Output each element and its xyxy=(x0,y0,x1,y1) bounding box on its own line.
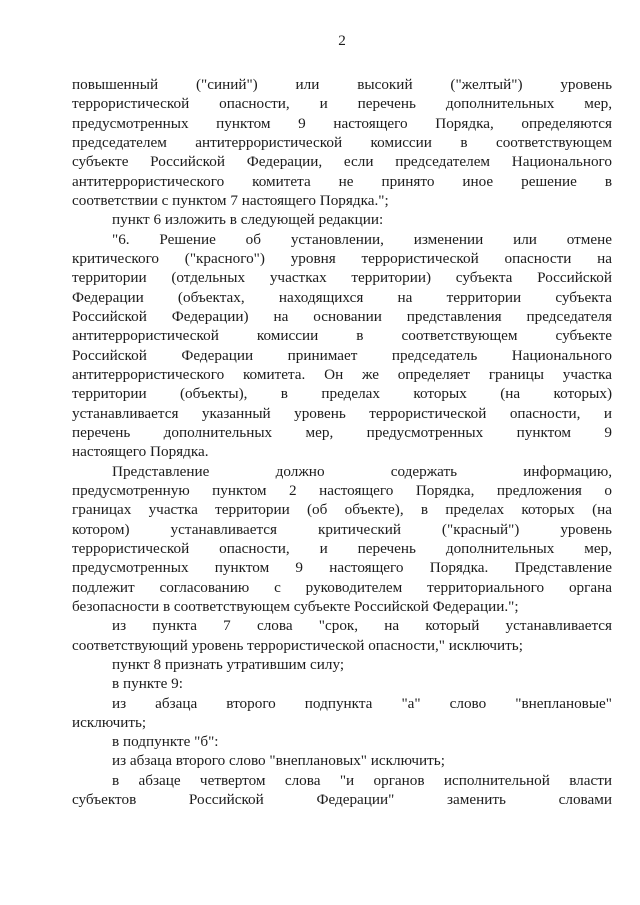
text-line: пункт 6 изложить в следующей редакции: xyxy=(112,211,384,229)
text-line: устанавливается указанный уровень террористической опасности, и xyxy=(72,404,612,422)
text-line: из пункта 7 слова "срок, на который устанавливается xyxy=(112,617,612,635)
text-line: предусмотренную пунктом 2 настоящего Порядка, предложения о xyxy=(72,481,612,499)
text-line: в подпункте "б": xyxy=(112,733,219,751)
text-line: Представление должно содержать информацию, xyxy=(112,462,612,480)
document-text xyxy=(72,75,612,809)
text-line: подлежит согласованию с руководителем территориального органа xyxy=(72,578,612,596)
text-line: в пункте 9: xyxy=(112,675,183,693)
text-line: пункт 8 признать утратившим силу; xyxy=(112,655,345,673)
text-line: террористической опасности, и перечень дополнительных мер, xyxy=(72,95,612,113)
text-line: антитеррористического комитета. Он же определяет границы участка xyxy=(72,365,612,383)
text-line: исключить; xyxy=(72,713,147,731)
text-line: границах участка территории (об объекте), в пределах которых (на xyxy=(72,501,612,519)
text-line: в абзаце четвертом слова "и органов исполнительной власти xyxy=(112,771,612,789)
text-line: председателем антитеррористической комиссии в соответствующем xyxy=(72,133,612,151)
text-line: Российской Федерации) на основании представления председателя xyxy=(72,307,612,325)
text-line: безопасности в соответствующем субъекте Российской Федерации."; xyxy=(72,597,519,615)
page-number: 2 xyxy=(338,32,346,49)
text-line: перечень дополнительных мер, предусмотренных пунктом 9 xyxy=(72,423,612,441)
text-line: субъектов Российской Федерации" заменить словами xyxy=(72,791,612,809)
text-line: террористической опасности, и перечень дополнительных мер, xyxy=(72,539,612,557)
text-line: субъекте Российской Федерации, если председателем Национального xyxy=(72,153,612,171)
text-line: антитеррористической комиссии в соответствующем субъекте xyxy=(72,327,612,345)
text-line: котором) устанавливается критический ("красный") уровень xyxy=(72,520,612,538)
text-line: из абзаца второго слово "внеплановых" исключить; xyxy=(112,752,445,770)
text-line: из абзаца второго подпункта "а" слово "внеплановые" xyxy=(112,694,612,712)
text-line: "6. Решение об установлении, изменении или отмене xyxy=(112,230,612,248)
text-line: территории (отдельных участках территории) субъекта Российской xyxy=(72,269,612,287)
text-line: настоящего Порядка. xyxy=(72,443,209,461)
text-line: соответствующий уровень террористической опасности," исключить; xyxy=(72,636,523,654)
text-line: Федерации (объектах, находящихся на территории субъекта xyxy=(72,288,612,306)
text-line: территории (объекты), в пределах которых (на которых) xyxy=(72,385,612,403)
text-line: Российской Федерации принимает председатель Национального xyxy=(72,346,612,364)
text-line: антитеррористического комитета не принято иное решение в xyxy=(72,172,612,190)
text-line: предусмотренных пунктом 9 настоящего Порядка. Представление xyxy=(72,559,612,577)
text-line: предусмотренных пунктом 9 настоящего Порядка, определяются xyxy=(72,114,612,132)
text-line: повышенный ("синий") или высокий ("желтый") уровень xyxy=(72,76,612,93)
text-line: соответствии с пунктом 7 настоящего Порядка."; xyxy=(72,191,389,209)
text-line: критического ("красного") уровня террористической опасности на xyxy=(72,249,612,267)
